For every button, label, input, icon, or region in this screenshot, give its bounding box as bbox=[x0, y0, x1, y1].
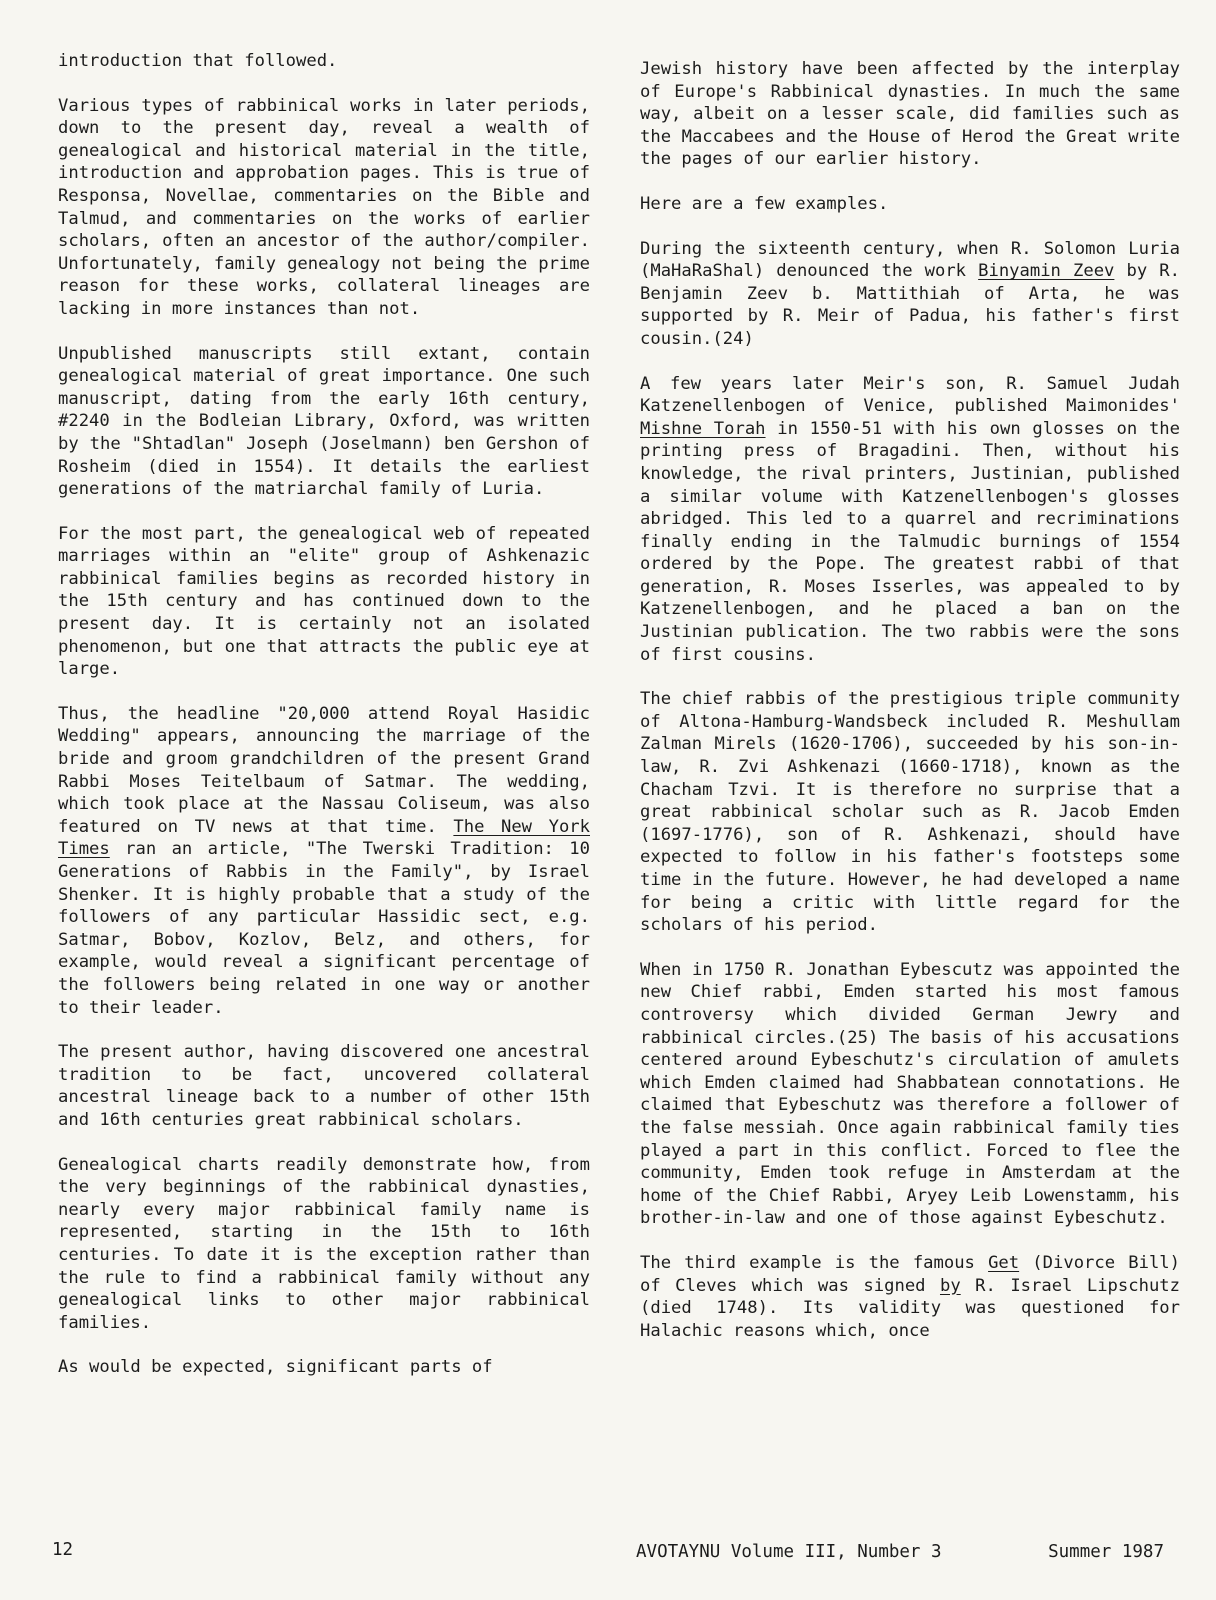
text-run: During the sixteenth century, when R. Solomon Luria (MaHaRaShal) denounced the work bbox=[640, 238, 1180, 282]
paragraph bbox=[640, 373, 1180, 667]
term: Get bbox=[988, 1252, 1020, 1273]
text-run: A few years later Meir's son, R. Samuel Judah Katzenellenbogen of Venice, published Maimonides' bbox=[640, 373, 1180, 417]
text-run: by R. Benjamin Zeev b. Mattithiah of Arta, he was supported by R. Meir of Padua, his father's first cousin.(24) bbox=[640, 261, 1180, 349]
issue-date: Summer 1987 bbox=[1048, 1542, 1164, 1562]
text-run: R. Israel Lipschutz (died 1748). Its validity was questioned for Halachic reasons which, once bbox=[640, 1275, 1180, 1341]
text-run: ran an article, "The Twerski Tradition: 10 Generations of Rabbis in the Family", by Israel Shenker. It is highly probable that a study of the followers of any particular Hassidic sect, e.g. Satmar, Bobov, Kozlov, Belz, and others, for example, would reveal a significant percentage of the followers being related in one way or another to their leader. bbox=[58, 839, 590, 1018]
running-footer bbox=[636, 1542, 1164, 1562]
paragraph: Jewish history have been affected by the interplay of Europe's Rabbinical dynasties. In much the same way, albeit on a lesser scale, did families such as the Maccabees and the House of Herod the Great write the pages of our earlier history. bbox=[640, 59, 1180, 170]
text-run: in 1550-51 with his own glosses on the printing press of Bragadini. Then, without his knowledge, the rival printers, Justinian, published a similar volume with Katzenellenbogen's glosses abridged. This led to a quarrel and recriminations finally ending in the Talmudic burnings of 1554 ordered by the Pope. The greatest rabbi of that generation, R. Moses Isserles, was appealed to by Katzenellenbogen, and he placed a ban on the Justinian publication. The two rabbis were the sons of first cousins. bbox=[640, 418, 1180, 665]
text-run: (Divorce Bill) of Cleves which was signed bbox=[640, 1252, 1180, 1296]
paragraph: The present author, having discovered one ancestral tradition to be fact, uncovered collateral ancestral lineage back to a number of other 15th and 16th centuries great rabbinical scholars. bbox=[58, 1042, 590, 1130]
paragraph: For the most part, the genealogical web of repeated marriages within an "elite" group of Ashkenazic rabbinical families begins as recorded history in the 15th century and has continued down to the present day. It is certainly not an isolated phenomenon, but one that attracts the public eye at large. bbox=[58, 523, 590, 680]
paragraph: introduction that followed. bbox=[58, 51, 338, 71]
work-title: Binyamin Zeev bbox=[978, 261, 1115, 282]
paragraph bbox=[640, 1252, 1180, 1342]
page-number: 12 bbox=[52, 1540, 74, 1560]
paragraph: When in 1750 R. Jonathan Eybescutz was appointed the new Chief rabbi, Emden started his most famous controversy which divided German Jewry and rabbinical circles.(25) The basis of his accusations centered around Eybeschutz's circulation of amulets which Emden claimed had Shabbatean connotations. He claimed that Eybeschutz was therefore a follower of the false messiah. Once again rabbinical family ties played a part in this conflict. Forced to flee the community, Emden took refuge in Amsterdam at the home of the Chief Rabbi, Aryey Leib Lowenstamm, his brother-in-law and one of those against Eybeschutz. bbox=[640, 959, 1180, 1229]
left-column bbox=[58, 50, 590, 1401]
paragraph: Various types of rabbinical works in later periods, down to the present day, reveal a wealth of genealogical and historical material in the title, introduction and approbation pages. This is true of Responsa, Novellae, commentaries on the Bible and Talmud, and commentaries on the works of earlier scholars, often an ancestor of the author/compiler. Unfortunately, family genealogy not being the prime reason for these works, collateral lineages are lacking in more instances than not. bbox=[58, 95, 590, 319]
paragraph: Genealogical charts readily demonstrate how, from the very beginnings of the rabbinical dynasties, nearly every major rabbinical family name is represented, starting in the 15th to 16th centuries. To date it is the exception rather than the rule to find a rabbinical family without any genealogical links to other major rabbinical families. bbox=[58, 1154, 590, 1333]
publication-title: The New York Times bbox=[58, 816, 590, 860]
paragraph: Unpublished manuscripts still extant, contain genealogical material of great importance. One such manuscript, dating from the early 16th century, #2240 in the Bodleian Library, Oxford, was written by the "Shtadlan" Joseph (Joselmann) ben Gershon of Rosheim (died in 1554). It details the earliest generations of the matriarchal family of Luria. bbox=[58, 343, 590, 500]
text-run: Thus, the headline "20,000 attend Royal Hasidic Wedding" appears, announcing the marriage of the bride and groom grandchildren of the present Grand Rabbi Moses Teitelbaum of Satmar. The wedding, which took place at the Nassau Coliseum, was also featured on TV news at that time. bbox=[58, 703, 590, 837]
paragraph bbox=[640, 238, 1180, 351]
publication-name: AVOTAYNU Volume III, Number 3 bbox=[636, 1542, 942, 1562]
right-column bbox=[640, 58, 1180, 1364]
text-run: The third example is the famous bbox=[640, 1252, 989, 1273]
paragraph: Here are a few examples. bbox=[640, 193, 889, 214]
paragraph: The chief rabbis of the prestigious triple community of Altona-Hamburg-Wandsbeck included R. Meshullam Zalman Mirels (1620-1706), succeeded by his son-in-law, R. Zvi Ashkenazi (1660-1718), known as the Chacham Tzvi. It is therefore no surprise that a great rabbinical scholar such as R. Jacob Emden (1697-1776), son of R. Ashkenazi, should have expected to follow in his father's footsteps some time in the future. However, he had developed a name for being a critic with little regard for the scholars of his period. bbox=[640, 689, 1180, 936]
emphasis: by bbox=[939, 1275, 961, 1296]
paragraph: As would be expected, significant parts of bbox=[58, 1357, 493, 1378]
paragraph bbox=[58, 703, 590, 1019]
work-title: Mishne Torah bbox=[640, 418, 766, 439]
